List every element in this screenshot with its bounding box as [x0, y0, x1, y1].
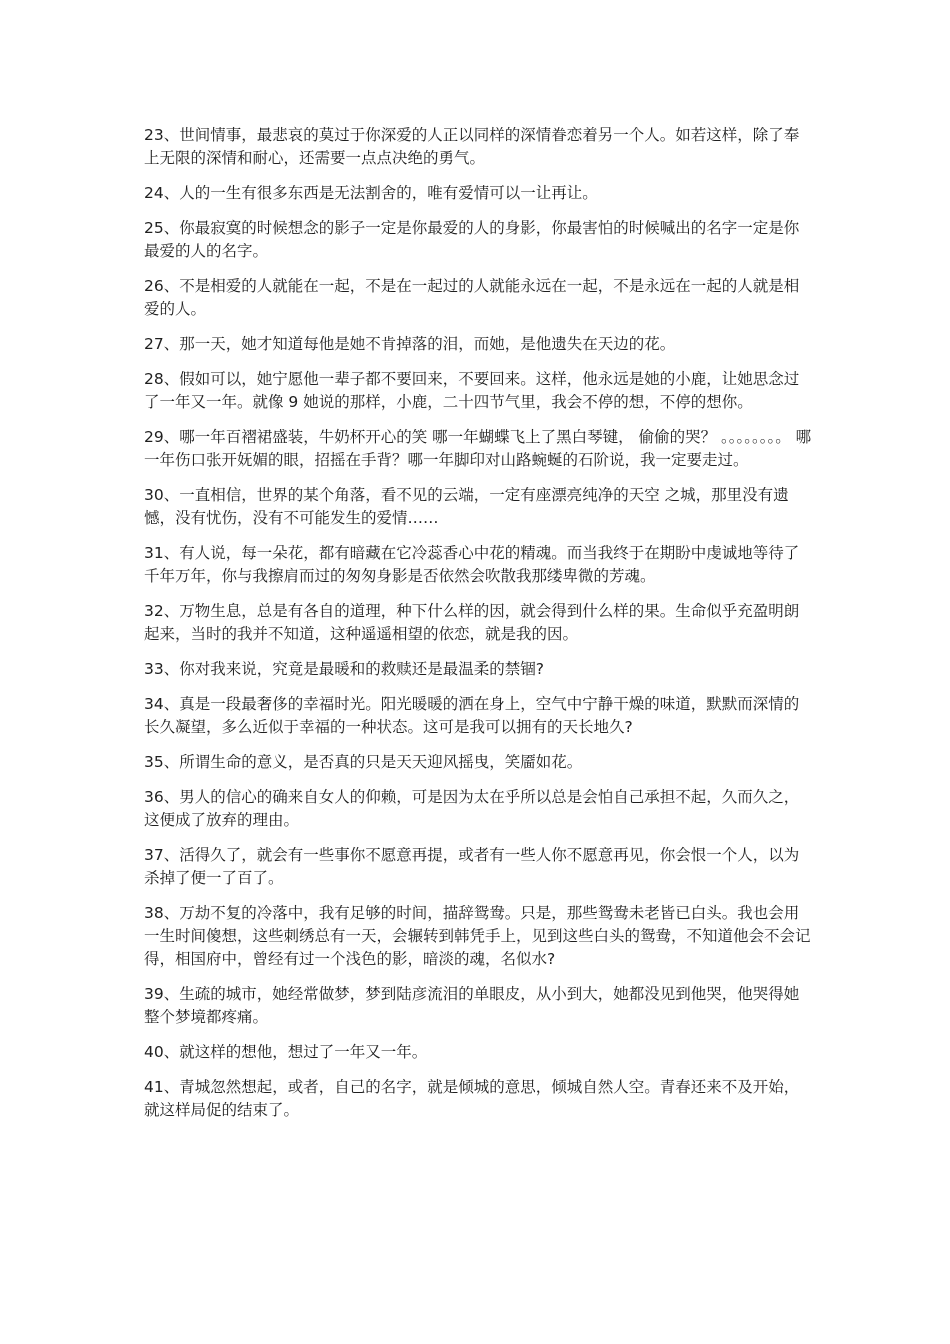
- paragraph-27: 27、那一天，她才知道每他是她不肯掉落的泪，而她，是他遗失在天边的花。: [144, 335, 676, 353]
- paragraph-28: 28、假如可以，她宁愿他一辈子都不要回来，不要回来。这样，他永远是她的小鹿，让她思念过了一年又一年。就像 9 她说的那样，小鹿，二十四节气里，我会不停的想，不停的想你。: [144, 370, 800, 411]
- paragraph-39: 39、生疏的城市，她经常做梦，梦到陆彦流泪的单眼皮，从小到大，她都没见到他哭，他哭得她整个梦境都疼痛。: [144, 985, 800, 1026]
- paragraph-41: 41、青城忽然想起，或者，自己的名字，就是倾城的意思，倾城自然人空。青春还来不及开始，就这样局促的结束了。: [144, 1078, 800, 1119]
- paragraph-40: 40、就这样的想他，想过了一年又一年。: [144, 1043, 428, 1061]
- paragraph-36: 36、男人的信心的确来自女人的仰赖，可是因为太在乎所以总是会怕自己承担不起，久而久之，这便成了放弃的理由。: [144, 788, 800, 829]
- paragraph-33: 33、你对我来说，究竟是最暖和的救赎还是最温柔的禁锢?: [144, 660, 544, 678]
- paragraph-34: 34、真是一段最奢侈的幸福时光。阳光暖暖的洒在身上，空气中宁静干燥的味道，默默而深情的长久凝望，多么近似于幸福的一种状态。这可是我可以拥有的天长地久?: [144, 695, 800, 736]
- paragraph-25: 25、你最寂寞的时候想念的影子一定是你最爱的人的身影，你最害怕的时候喊出的名字一定是你最爱的人的名字。: [144, 219, 800, 260]
- document-body: [144, 124, 812, 1134]
- paragraph-26: 26、不是相爱的人就能在一起，不是在一起过的人就能永远在一起，不是永远在一起的人就是相爱的人。: [144, 277, 800, 318]
- paragraph-35: 35、所谓生命的意义，是否真的只是天天迎风摇曳，笑靥如花。: [144, 753, 583, 771]
- paragraph-29: 29、哪一年百褶裙盛装，牛奶杯开心的笑 哪一年蝴蝶飞上了黑白琴键， 偷偷的哭？ 。。。。。。。。 哪一年伤口张开妩媚的眼，招摇在手背？哪一年脚印对山路蜿蜒的石阶说，我一定要走过。: [144, 428, 812, 469]
- paragraph-32: 32、万物生息，总是有各自的道理，种下什么样的因，就会得到什么样的果。生命似乎充盈明朗起来，当时的我并不知道，这种遥遥相望的依恋，就是我的因。: [144, 602, 800, 643]
- paragraph-24: 24、人的一生有很多东西是无法割舍的，唯有爱情可以一让再让。: [144, 184, 598, 202]
- paragraph-30: 30、一直相信，世界的某个角落，看不见的云端，一定有座漂亮纯净的天空 之城，那里没有遗憾，没有忧伤，没有不可能发生的爱情……: [144, 486, 789, 527]
- paragraph-31: 31、有人说，每一朵花，都有暗藏在它冷蕊香心中花的精魂。而当我终于在期盼中虔诚地等待了千年万年，你与我擦肩而过的匆匆身影是否依然会吹散我那缕卑微的芳魂。: [144, 544, 800, 585]
- paragraph-37: 37、活得久了，就会有一些事你不愿意再提，或者有一些人你不愿意再见，你会恨一个人，以为杀掉了便一了百了。: [144, 846, 800, 887]
- paragraph-38: 38、万劫不复的冷落中，我有足够的时间，描辞鸳鸯。只是，那些鸳鸯未老皆已白头。我也会用一生时间傻想，这些刺绣总有一天，会辗转到韩凭手上，见到这些白头的鸳鸯，不知道他会不会记得，相国府中，曾经有过一个浅色的影，暗淡的魂，名似水?: [144, 904, 811, 968]
- paragraph-23: 23、世间情事，最悲哀的莫过于你深爱的人正以同样的深情眷恋着另一个人。如若这样，除了奉上无限的深情和耐心，还需要一点点决绝的勇气。: [144, 126, 800, 167]
